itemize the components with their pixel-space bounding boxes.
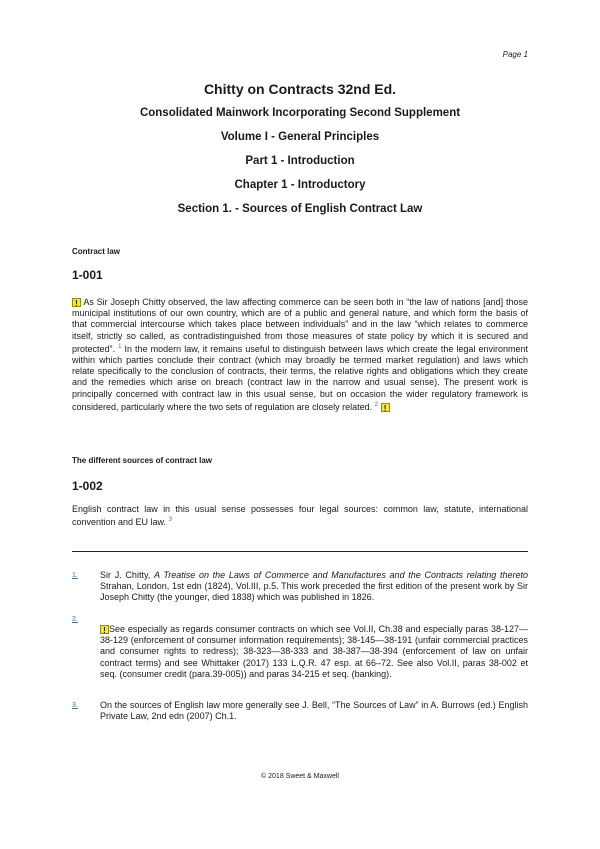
warning-icon[interactable]: ! <box>100 625 109 634</box>
section-heading: Contract law <box>72 247 121 256</box>
footnote-text: Sir J. Chitty, <box>100 570 154 580</box>
footnote-number[interactable]: 3. <box>72 702 78 709</box>
paragraph-text-b: In the modern law, it remains useful to distinguish between laws which create the legal environment within which parties conclude their contract (which may broadly be termed market regulation) and laws which relate specifically to the conclusion of contracts, their terms, the relative rights and obligations which they create and the remedies which arise on breach (contract law in the narrow and usual sense). The present work is principally concerned with contract law in this usual sense, but on occasion the wider regulatory framework is considered, particularly where the two sets of regulation are closely related. <box>72 343 528 412</box>
warning-icon[interactable]: ! <box>381 403 390 412</box>
footnote-text: Strahan, London, 1st edn (1824), Vol.III, p.5. This work preceded the first edition of the present work by Sir Joseph Chitty (the younger, died 1838) which was published in 1826. <box>100 581 528 603</box>
footnote <box>72 700 528 722</box>
footnote-divider <box>72 551 528 552</box>
part-title: Part 1 - Introduction <box>245 155 355 167</box>
footnote <box>72 570 528 604</box>
footnote-link[interactable]: 3 <box>168 517 172 524</box>
footnote-link[interactable]: 2 <box>374 401 379 408</box>
footnote <box>72 614 528 680</box>
paragraph-text-a: As Sir Joseph Chitty observed, the law affecting commerce can be seen both in “the law of nations [and] those municipal institutions of our own country, which are of a public and general nature, and which form the basis of that commercial intercourse which takes place between individuals” and in the law “which relates to commerce itself, strictly so called, as contradistinguished from those measures of state policy by which it is secured and protected”. <box>72 297 528 354</box>
volume-title: Volume I - General Principles <box>220 131 380 143</box>
copyright-footer: © 2018 Sweet & Maxwell <box>261 773 339 780</box>
paragraph-text: English contract law in this usual sense possesses four legal sources: common law, statute, international convention and EU law. <box>72 504 528 528</box>
footnote-text: See especially as regards consumer contracts on which see Vol.II, Ch.38 and especially paras 38-127—38-129 (enforcement of consumer information requirements); 38-145—38-191 (unfair commercial practices and consumer rights to redress); 38-323—38-333 and 38-387—38-394 (enforcement of law on unfair contract terms) and see Whittaker (2017) 133 L.Q.R. 47 esp. at 66–72. See also Vol.II, paras 38-002 et seq. (consumer credit (para.39-005)) and paras 34-215 et seq. (banking). <box>100 624 528 679</box>
title-block <box>0 80 600 98</box>
paragraph-body <box>72 504 528 528</box>
edition-subtitle: Consolidated Mainwork Incorporating Second Supplement <box>139 107 461 119</box>
paragraph-number: 1-002 <box>72 479 103 493</box>
page-number: Page 1 <box>502 50 528 59</box>
paragraph-number: 1-001 <box>72 268 103 282</box>
footnote-link[interactable]: 1 <box>118 343 122 350</box>
section-heading: The different sources of contract law <box>72 456 213 465</box>
section-title: Section 1. - Sources of English Contract Law <box>177 203 423 215</box>
footnote-number[interactable]: 2. <box>72 616 78 623</box>
chapter-title: Chapter 1 - Introductory <box>234 179 366 191</box>
paragraph-body <box>72 297 528 413</box>
footnote-number[interactable]: 1. <box>72 572 78 579</box>
book-title: Chitty on Contracts 32nd Ed. <box>203 81 397 97</box>
warning-icon[interactable]: ! <box>72 298 81 307</box>
footnote-text: On the sources of English law more generally see J. Bell, “The Sources of Law” in A. Burrows (ed.) English Private Law, 2nd edn (2007) Ch.1. <box>100 700 528 722</box>
footnote-book-title: A Treatise on the Laws of Commerce and Manufactures and the Contracts relating thereto <box>154 570 529 580</box>
